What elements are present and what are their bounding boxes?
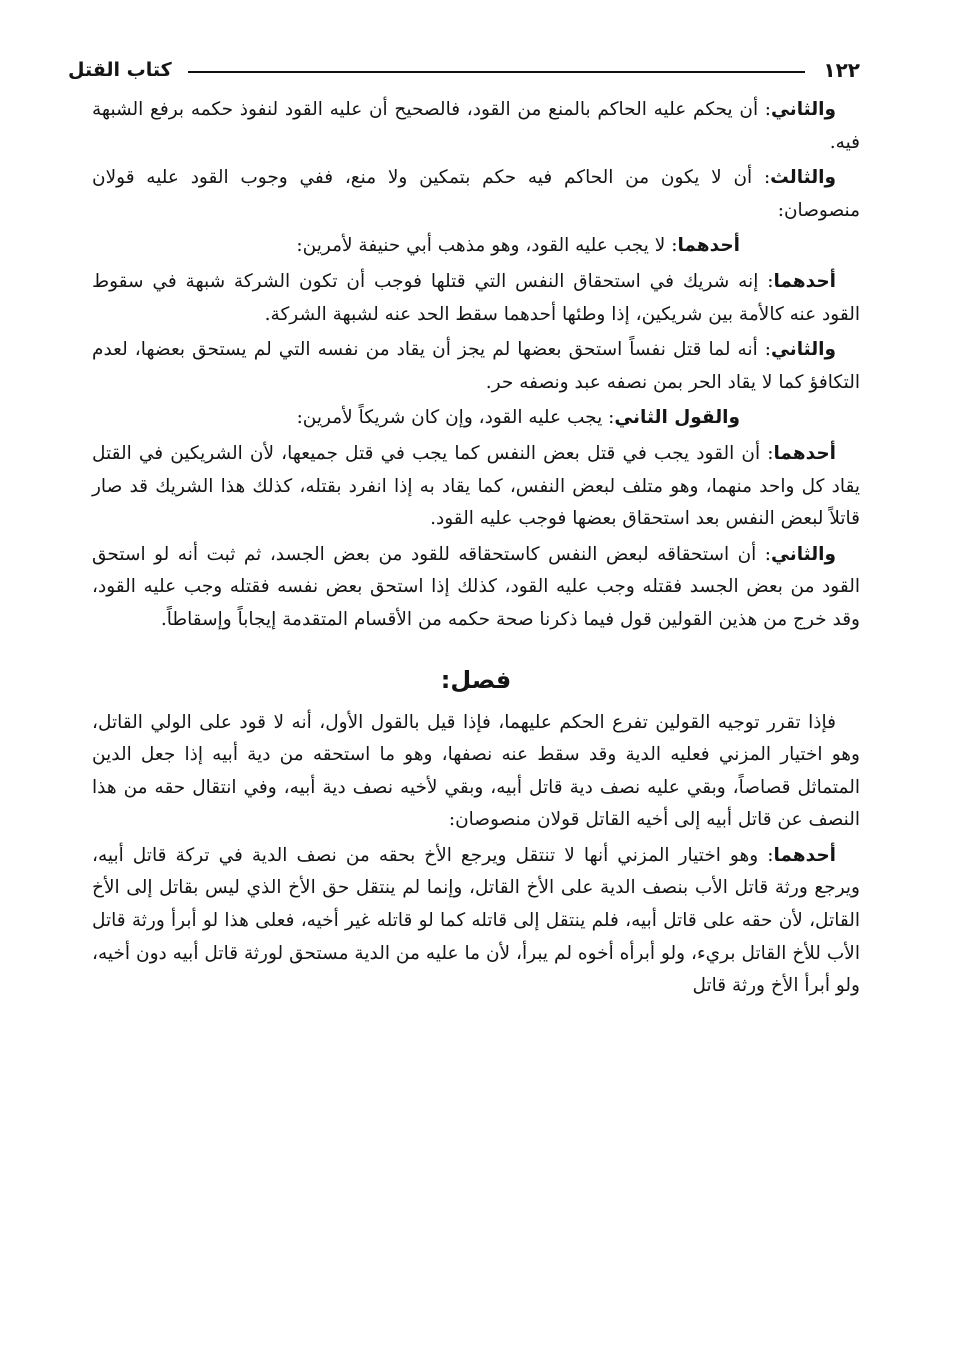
paragraph [92, 230, 860, 263]
paragraph-text: فإذا تقرر توجيه القولين تفرع الحكم عليهما، فإذا قيل بالقول الأول، أنه لا قود على الولي القاتل، وهو اختيار المزني فعليه الدية وقد سقط عنه نصفها، وهو ما استحقه من دية أبيه إذا جعل الدين المتماثل قصاصاً، وبقي عليه نصف دية قاتل أبيه، وبقي لأخيه نصف دية أبيه، وفي انتقال حقه من هذا النصف عن قاتل أبيه إلى أخيه القاتل قولان منصوصان: [92, 711, 860, 831]
paragraph [92, 94, 860, 159]
paragraph [92, 402, 860, 435]
paragraph-text: : أن استحقاقه لبعض النفس كاستحقاقه للقود من بعض الجسد، ثم ثبت أنه لو استحق القود من بعض الجسد فقتله وجب عليه القود، كذلك إذا استحق بعض نفسه فقتله وجب عليه القود، وقد خرج من هذين القولين قول فيما ذكرنا صحة حكمه من الأقسام المتقدمة إيجاباً وإسقاطاً. [92, 543, 860, 630]
paragraph [92, 266, 860, 331]
paragraph-lead: أحدهما [773, 442, 836, 464]
paragraph [92, 840, 860, 1003]
paragraph-text: : أن يحكم عليه الحاكم بالمنع من القود، فالصحيح أن عليه القود لنفوذ حكمه برفع الشبهة فيه. [92, 99, 860, 153]
paragraph-lead: والقول الثاني [614, 407, 740, 429]
paragraph-lead: والثالث [770, 167, 836, 189]
paragraph [92, 539, 860, 637]
paragraph [92, 162, 860, 227]
page-header [68, 52, 860, 88]
paragraph-lead: والثاني [771, 543, 836, 565]
paragraph-lead: أحدهما [773, 270, 836, 292]
paragraph-text: : وهو اختيار المزني أنها لا تنتقل ويرجع الأخ بحقه من نصف الدية في تركة قاتل أبيه، ويرجع ورثة قاتل الأب بنصف الدية على الأخ القاتل، وإنما لم ينتقل حق الأخ الذي ليس بقاتل إلى الأخ القاتل، لأن حقه على قاتل أبيه، فلم ينتقل إلى قاتله كما لو قاتله غير أخيه، فعلى هذا لو أبرأ ورثة قاتل الأب للأخ القاتل بريء، ولو أبرأه أخوه لم يبرأ، لأن ما عليه من الدية مستحق لورثة قاتل أبيه دون أخيه، ولو أبرأ الأخ ورثة قاتل [92, 844, 860, 997]
page-number: ١٢٢ [823, 58, 860, 82]
paragraph-lead: والثاني [771, 339, 836, 361]
paragraph-text: : يجب عليه القود، وإن كان شريكاً لأمرين: [296, 407, 615, 429]
paragraph [92, 334, 860, 399]
section-heading: فصل: [440, 665, 512, 694]
paragraph [92, 438, 860, 536]
page-body [92, 94, 860, 1006]
paragraph-lead: أحدهما [773, 844, 836, 866]
paragraph-text: : أن لا يكون من الحاكم فيه حكم بتمكين ولا منع، ففي وجوب القود عليه قولان منصوصان: [92, 167, 860, 221]
paragraph-text: : لا يجب عليه القود، وهو مذهب أبي حنيفة لأمرين: [296, 235, 678, 257]
paragraph-text: : أن القود يجب في قتل بعض النفس كما يجب في قتل جميعها، لأن الشريكين في القتل يقاد كل واحد منهما، وهو متلف لبعض النفس، كما يقاد به إذا انفرد بقتله، كذلك هذا الشريك قد صار قاتلاً لبعض النفس بعد استحقاق بعضها فوجب عليه القود. [92, 442, 860, 530]
paragraph-text: : إنه شريك في استحقاق النفس التي قتلها فوجب أن تكون الشركة شبهة في سقوط القود عنه كالأمة بين شريكين، إذا وطئها أحدهما سقط الحد عنه لشبهة الشركة. [92, 270, 860, 325]
paragraph-lead: أحدهما [677, 235, 740, 257]
paragraph-lead: والثاني [771, 99, 836, 120]
paragraph-text: : أنه لما قتل نفساً استحق بعضها لم يجز أن يقاد من نفسه التي لم يستحق بعضها، لعدم التكافؤ كما لا يقاد الحر بمن نصفه عبد ونصفه حر. [92, 339, 860, 393]
header-rule [188, 71, 806, 73]
paragraph [92, 707, 860, 837]
book-title: كتاب القتل [68, 59, 172, 81]
